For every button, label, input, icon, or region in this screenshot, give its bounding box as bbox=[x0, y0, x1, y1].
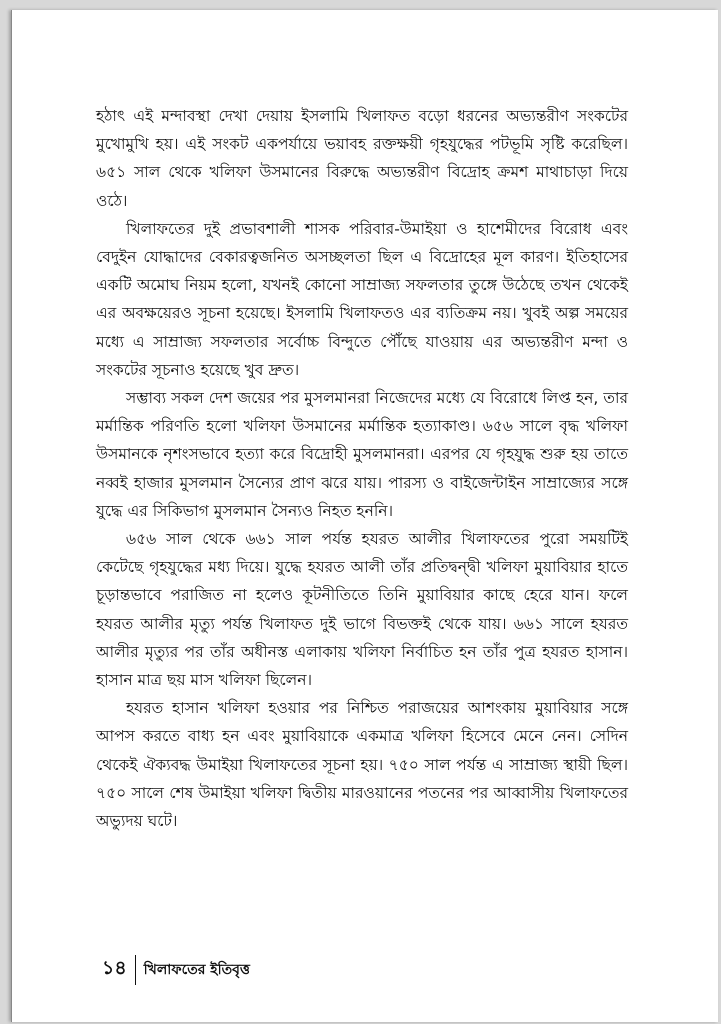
book-page bbox=[11, 10, 718, 1022]
paragraph-4: ৬৫৬ সাল থেকে ৬৬১ সাল পর্যন্ত হযরত আলীর খিলাফতের পুরো সময়টিই কেটেছে গৃহযুদ্ধের মধ্য দিয়ে। যুদ্ধে হযরত আলী তাঁর প্রতিদ্বন্দ্বী খলিফা মুয়াবিয়ার হাতে চূড়ান্তভাবে পরাজিত না হলেও কূটনীতিতে তিনি মুয়াবিয়ার কাছে হেরে যান। ফলে হযরত আলীর মৃত্যু পর্যন্ত খিলাফত দুই ভাগে বিভক্তই থেকে যায়। ৬৬১ সালে হযরত আলীর মৃত্যুর পর তাঁর অধীনস্ত এলাকায় খলিফা নির্বাচিত হন তাঁর পুত্র হযরত হাসান। হাসান মাত্র ছয় মাস খলিফা ছিলেন। bbox=[96, 530, 628, 690]
footer-divider bbox=[135, 955, 136, 985]
page-number: ১৪ bbox=[102, 957, 127, 979]
body-text bbox=[96, 102, 628, 835]
page-footer bbox=[102, 954, 250, 986]
paragraph-1: হঠাৎ এই মন্দাবস্থা দেখা দেয়ায় ইসলামি খিলাফত বড়ো ধরনের অভ্যন্তরীণ সংকটের মুখোমুখি হয়। এই সংকট একপর্যায়ে ভয়াবহ রক্তক্ষয়ী গৃহযুদ্ধের পটভূমি সৃষ্টি করেছিল। ৬৫১ সাল থেকে খলিফা উসমানের বিরুদ্ধে অভ্যন্তরীণ বিদ্রোহ ক্রমশ মাথাচাড়া দিয়ে ওঠে। bbox=[96, 107, 628, 210]
paragraph-2: খিলাফতের দুই প্রভাবশালী শাসক পরিবার-উমাইয়া ও হাশেমীদের বিরোধ এবং বেদুইন যোদ্ধাদের বেকারত্বজনিত অসচ্ছলতা ছিল এ বিদ্রোহের মূল কারণ। ইতিহাসের একটি অমোঘ নিয়ম হলো, যখনই কোনো সাম্রাজ্য সফলতার তুঙ্গে উঠেছে তখন থেকেই এর অবক্ষয়েরও সূচনা হয়েছে। ইসলামি খিলাফতও এর ব্যতিক্রম নয়। খুবই অল্প সময়ের মধ্যে এ সাম্রাজ্য সফলতার সর্বোচ্চ বিন্দুতে পৌঁছে যাওয়ায় এর অভ্যন্তরীণ মন্দা ও সংকটের সূচনাও হয়েছে খুব দ্রুত। bbox=[96, 219, 628, 379]
paragraph-3: সম্ভাব্য সকল দেশ জয়ের পর মুসলমানরা নিজেদের মধ্যে যে বিরোধে লিপ্ত হন, তার মর্মান্তিক পরিণতি হলো খলিফা উসমানের মর্মান্তিক হত্যাকাণ্ড। ৬৫৬ সালে বৃদ্ধ খলিফা উসমানকে নৃশংসভাবে হত্যা করে বিদ্রোহী মুসলমানরা। এরপর যে গৃহযুদ্ধ শুরু হয় তাতে নব্বই হাজার মুসলমান সৈন্যের প্রাণ ঝরে যায়। পারস্য ও বাইজেন্টাইন সাম্রাজ্যের সঙ্গে যুদ্ধে এর সিকিভাগ মুসলমান সৈন্যও নিহত হননি। bbox=[96, 389, 628, 520]
running-title: খিলাফতের ইতিবৃত্ত bbox=[143, 962, 250, 978]
paragraph-5: হযরত হাসান খলিফা হওয়ার পর নিশ্চিত পরাজয়ের আশংকায় মুয়াবিয়ার সঙ্গে আপস করতে বাধ্য হন এবং মুয়াবিয়াকে একমাত্র খলিফা হিসেবে মেনে নেন। সেদিন থেকেই ঐক্যবদ্ধ উমাইয়া খিলাফতের সূচনা হয়। ৭৫০ সাল পর্যন্ত এ সাম্রাজ্য স্থায়ী ছিল। ৭৫০ সালে শেষ উমাইয়া খলিফা দ্বিতীয় মারওয়ানের পতনের পর আব্বাসীয় খিলাফতের অভ্যুদয় ঘটে। bbox=[96, 699, 628, 831]
